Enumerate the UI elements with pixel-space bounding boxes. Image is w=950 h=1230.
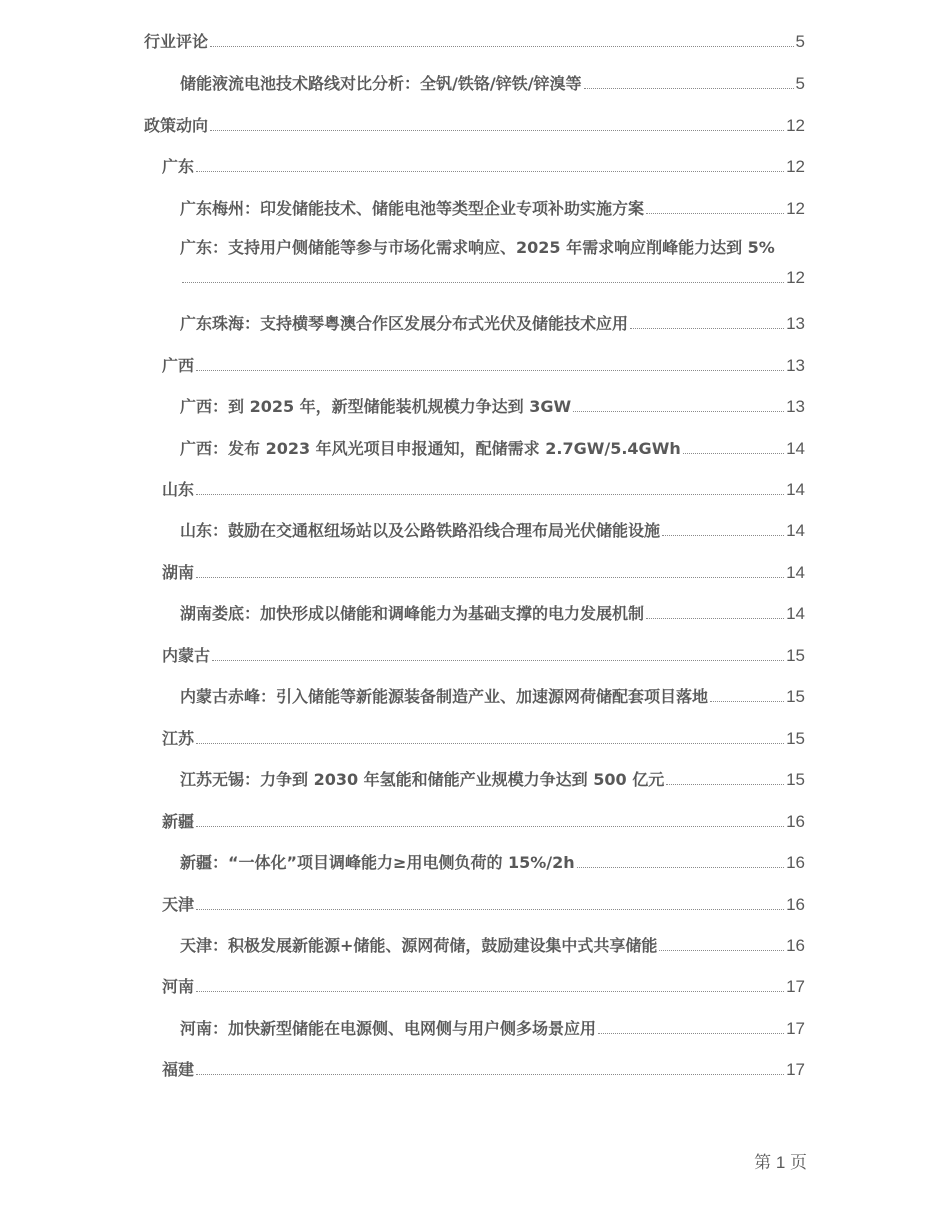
toc-entry-title: 湖南娄底：加快形成以储能和调峰能力为基础支撑的电力发展机制 <box>180 604 645 623</box>
toc-entry-title: 湖南 <box>162 563 195 582</box>
toc-entry[interactable] <box>0 932 950 956</box>
toc-entry-title: 河南 <box>162 977 195 996</box>
toc-entry[interactable] <box>0 642 950 666</box>
toc-entry[interactable] <box>0 70 950 94</box>
toc-entry-page: 16 <box>786 936 805 955</box>
toc-entry-page: 12 <box>786 199 805 218</box>
toc-entry-title: 广东珠海：支持横琴粤澳合作区发展分布式光伏及储能技术应用 <box>180 314 629 333</box>
dot-leader <box>210 129 784 131</box>
toc-entry[interactable] <box>0 517 950 541</box>
dot-leader <box>196 576 784 578</box>
toc-entry-page: 5 <box>795 74 805 93</box>
dot-leader <box>710 700 784 702</box>
toc-entry-title: 广西：到 2025 年，新型储能装机规模力争达到 3GW <box>180 397 572 416</box>
toc-entry-page: 12 <box>786 116 805 135</box>
toc-entry-title: 广西：发布 2023 年风光项目申报通知，配储需求 2.7GW/5.4GWh <box>180 439 681 458</box>
toc-entry-title: 内蒙古 <box>162 646 211 665</box>
toc-entry-page: 14 <box>786 480 805 499</box>
dot-leader <box>210 45 794 47</box>
dot-leader <box>584 87 794 89</box>
toc-entry-title: 广东梅州：印发储能技术、储能电池等类型企业专项补助实施方案 <box>180 199 645 218</box>
toc-entry-title: 河南：加快新型储能在电源侧、电网侧与用户侧多场景应用 <box>180 1019 597 1038</box>
toc-entry-title: 储能液流电池技术路线对比分析：全钒/铁铬/锌铁/锌溴等 <box>180 74 582 93</box>
dot-leader <box>577 866 784 868</box>
dot-leader <box>196 825 784 827</box>
toc-entry-page: 17 <box>786 1060 805 1079</box>
dot-leader <box>662 534 784 536</box>
toc-entry[interactable] <box>0 476 950 500</box>
toc-entry-page: 12 <box>786 157 805 176</box>
toc-entry[interactable] <box>0 310 950 334</box>
toc-entry-page: 15 <box>786 729 805 748</box>
dot-leader <box>646 212 784 214</box>
dot-leader <box>196 742 784 744</box>
toc-entry[interactable] <box>0 1056 950 1080</box>
dot-leader <box>646 617 784 619</box>
toc-entry[interactable] <box>0 153 950 177</box>
dot-leader <box>196 493 784 495</box>
toc-entry-title: 福建 <box>162 1060 195 1079</box>
toc-entry[interactable] <box>0 766 950 790</box>
toc-entry-title: 政策动向 <box>144 116 209 135</box>
toc-entry[interactable] <box>0 195 950 219</box>
toc-entry-page: 16 <box>786 853 805 872</box>
toc-entry[interactable] <box>0 973 950 997</box>
toc-entry-title: 新疆 <box>162 812 195 831</box>
toc-entry[interactable] <box>0 352 950 376</box>
toc-entry[interactable] <box>0 559 950 583</box>
toc-entry[interactable] <box>0 393 950 417</box>
toc-entry[interactable] <box>0 435 950 459</box>
toc-entry[interactable] <box>0 891 950 915</box>
toc-entry-page: 12 <box>786 268 805 287</box>
toc-entry-title: 行业评论 <box>144 32 209 51</box>
dot-leader <box>630 327 784 329</box>
toc-entry-title: 山东：鼓励在交通枢纽场站以及公路铁路沿线合理布局光伏储能设施 <box>180 521 661 540</box>
toc-entry-title: 天津：积极发展新能源+储能、源网荷储，鼓励建设集中式共享储能 <box>180 936 658 955</box>
dot-leader <box>573 410 784 412</box>
toc-entry-page: 14 <box>786 521 805 540</box>
toc-entry-title: 江苏无锡：力争到 2030 年氢能和储能产业规模力争达到 500 亿元 <box>180 770 665 789</box>
dot-leader <box>683 452 784 454</box>
toc-entry-page: 15 <box>786 646 805 665</box>
dot-leader <box>196 908 784 910</box>
toc-entry[interactable] <box>0 28 950 52</box>
toc-entry[interactable] <box>0 600 950 624</box>
dot-leader <box>659 949 784 951</box>
dot-leader <box>212 659 784 661</box>
toc-entry-page: 15 <box>786 770 805 789</box>
toc-entry-page: 14 <box>786 604 805 623</box>
toc-entry[interactable] <box>0 849 950 873</box>
toc-entry-page: 13 <box>786 314 805 333</box>
toc-entry-title: 广东 <box>162 157 195 176</box>
toc-entry-page: 13 <box>786 397 805 416</box>
dot-leader <box>196 1073 784 1075</box>
toc-entry-page: 15 <box>786 687 805 706</box>
toc-entry-title: 内蒙古赤峰：引入储能等新能源装备制造产业、加速源网荷储配套项目落地 <box>180 687 709 706</box>
toc-entry[interactable] <box>0 683 950 707</box>
dot-leader <box>196 369 784 371</box>
toc-entry-title: 新疆：“一体化”项目调峰能力≥用电侧负荷的 15%/2h <box>180 853 575 872</box>
dot-leader <box>182 281 784 283</box>
toc-entry[interactable] <box>0 1015 950 1039</box>
dot-leader <box>598 1032 784 1034</box>
dot-leader <box>196 990 784 992</box>
toc-entry-page: 14 <box>786 563 805 582</box>
toc-entry-title: 山东 <box>162 480 195 499</box>
dot-leader <box>196 170 784 172</box>
toc-entry-page: 17 <box>786 977 805 996</box>
toc-entry[interactable] <box>0 112 950 136</box>
dot-leader <box>666 783 784 785</box>
toc-entry-page: 5 <box>795 32 805 51</box>
toc-entry[interactable] <box>0 264 950 288</box>
toc-entry-page: 16 <box>786 895 805 914</box>
page-number-footer: 第 1 页 <box>754 1153 807 1172</box>
toc-entry-page: 17 <box>786 1019 805 1038</box>
toc-entry-title[interactable]: 广东：支持用户侧储能等参与市场化需求响应、2025 年需求响应削峰能力达到 5% <box>180 238 775 257</box>
toc-entry-page: 14 <box>786 439 805 458</box>
toc-entry-title: 天津 <box>162 895 195 914</box>
toc-entry-title: 广西 <box>162 356 195 375</box>
toc-entry[interactable] <box>0 808 950 832</box>
toc-entry-page: 13 <box>786 356 805 375</box>
toc-entry-page: 16 <box>786 812 805 831</box>
toc-entry-title: 江苏 <box>162 729 195 748</box>
toc-entry[interactable] <box>0 725 950 749</box>
